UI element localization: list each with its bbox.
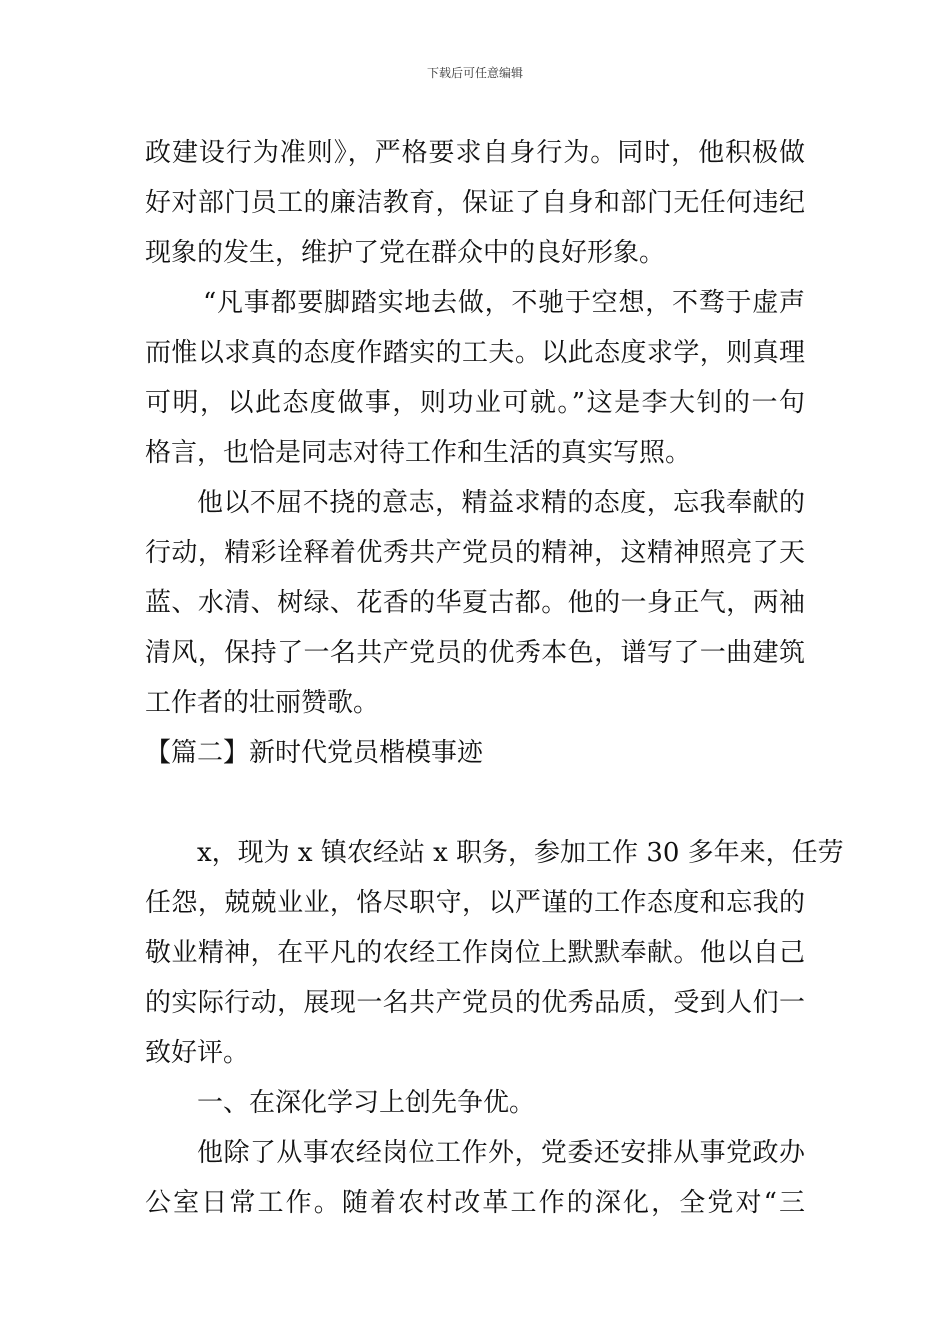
paragraph bbox=[145, 1128, 805, 1228]
paragraph bbox=[145, 1078, 805, 1128]
text-line: 他以不屈不挠的意志，精益求精的态度，忘我奉献的 bbox=[197, 488, 805, 518]
section-title: 【篇二】新时代党员楷模事迹 bbox=[145, 738, 484, 768]
text-line: 敬业精神，在平凡的农经工作岗位上默默奉献。他以自己 bbox=[145, 938, 805, 968]
text-line: 他除了从事农经岗位工作外，党委还安排从事党政办 bbox=[197, 1138, 805, 1168]
text-line: 清风，保持了一名共产党员的优秀本色，谱写了一曲建筑 bbox=[145, 638, 805, 668]
text-line: 而惟以求真的态度作踏实的工夫。以此态度求学，则真理 bbox=[145, 338, 805, 368]
paragraph bbox=[145, 128, 805, 278]
paragraph bbox=[145, 278, 805, 478]
text-line: 可明，以此态度做事，则功业可就。”这是李大钊的一句 bbox=[145, 388, 805, 418]
text-line: x，现为 x 镇农经站 x 职务，参加工作 30 多年来，任劳 bbox=[197, 838, 844, 868]
blank-line bbox=[145, 778, 805, 828]
page-header: 下载后可任意编辑 bbox=[426, 66, 523, 80]
text-line: 行动，精彩诠释着优秀共产党员的精神，这精神照亮了天 bbox=[145, 538, 805, 568]
paragraph bbox=[145, 828, 844, 1078]
text-line: 蓝、水清、树绿、花香的华夏古都。他的一身正气，两袖 bbox=[145, 588, 805, 618]
text-line: 致好评。 bbox=[145, 1038, 250, 1068]
paragraph bbox=[145, 478, 805, 728]
text-line: “凡事都要脚踏实地去做，不驰于空想，不骛于虚声 bbox=[203, 288, 805, 318]
text-line: 好对部门员工的廉洁教育，保证了自身和部门无任何违纪 bbox=[145, 188, 805, 218]
subheading: 一、在深化学习上创先争优。 bbox=[197, 1088, 536, 1118]
text-line: 任怨，兢兢业业，恪尽职守，以严谨的工作态度和忘我的 bbox=[145, 888, 805, 918]
text-line: 的实际行动，展现一名共产党员的优秀品质，受到人们一 bbox=[145, 988, 805, 1018]
document-body bbox=[145, 128, 844, 1228]
text-line: 公室日常工作。随着农村改革工作的深化，全党对“三 bbox=[145, 1188, 805, 1218]
text-line: 政建设行为准则》，严格要求自身行为。同时，他积极做 bbox=[145, 138, 805, 168]
text-line: 工作者的壮丽赞歌。 bbox=[145, 688, 380, 718]
text-line: 现象的发生，维护了党在群众中的良好形象。 bbox=[145, 238, 666, 268]
text-line: 格言，也恰是同志对待工作和生活的真实写照。 bbox=[145, 438, 692, 468]
